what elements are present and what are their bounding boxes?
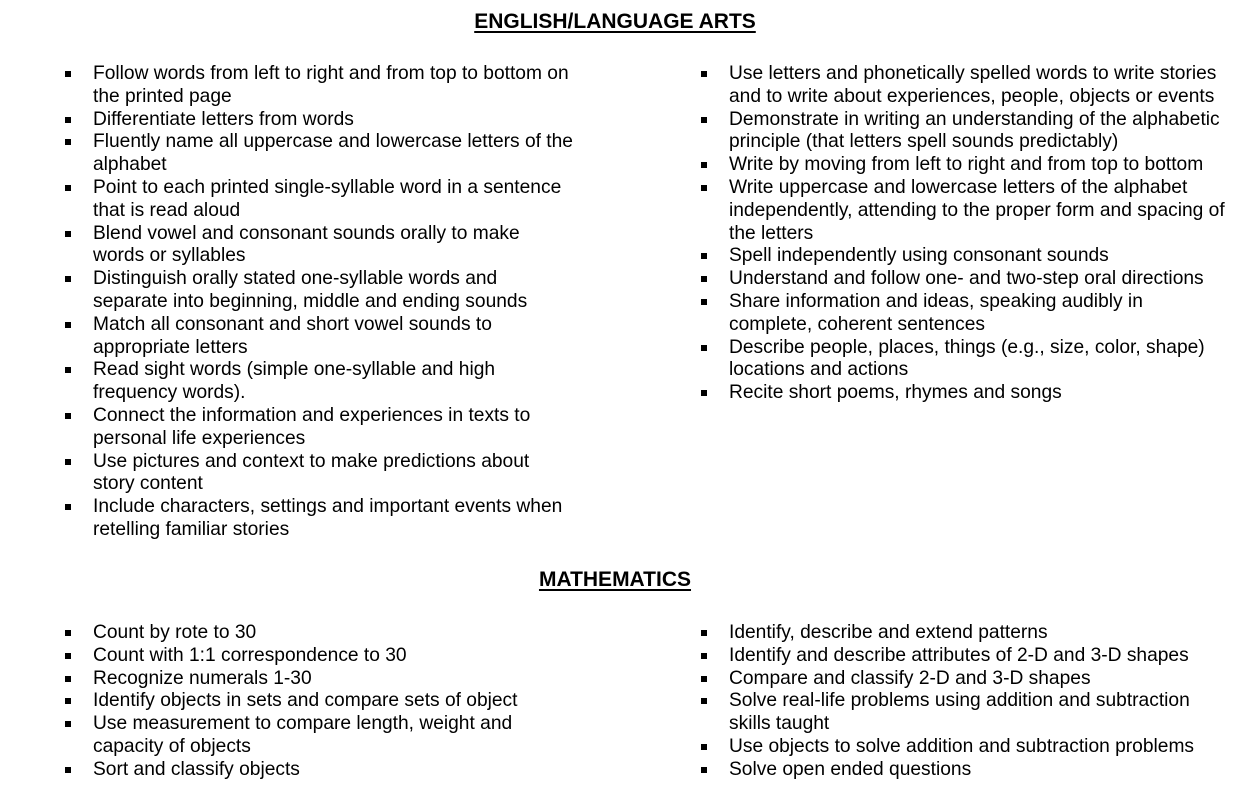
list-item: Identify, describe and extend patterns bbox=[729, 622, 1229, 645]
list-item: Share information and ideas, speaking audibly in complete, coherent sentences bbox=[729, 291, 1229, 337]
math-left-list bbox=[93, 622, 573, 782]
list-item: Read sight words (simple one-syllable and high frequency words). bbox=[93, 359, 573, 405]
list-item: Count by rote to 30 bbox=[93, 622, 573, 645]
list-item: Identify objects in sets and compare sets of object bbox=[93, 690, 573, 713]
list-item: Solve real-life problems using addition and subtraction skills taught bbox=[729, 690, 1229, 736]
list-item: Use letters and phonetically spelled words to write stories and to write about experiences, people, objects or events bbox=[729, 63, 1229, 109]
list-item: Point to each printed single-syllable word in a sentence that is read aloud bbox=[93, 177, 573, 223]
ela-left-list bbox=[93, 63, 573, 542]
list-item: Sort and classify objects bbox=[93, 759, 573, 782]
list-item: Count with 1:1 correspondence to 30 bbox=[93, 645, 573, 668]
list-item: Compare and classify 2-D and 3-D shapes bbox=[729, 668, 1229, 691]
list-item: Differentiate letters from words bbox=[93, 109, 573, 132]
list-item: Include characters, settings and important events when retelling familiar stories bbox=[93, 496, 573, 542]
list-item: Use objects to solve addition and subtraction problems bbox=[729, 736, 1229, 759]
list-item: Follow words from left to right and from top to bottom on the printed page bbox=[93, 63, 573, 109]
list-item: Solve open ended questions bbox=[729, 759, 1229, 782]
list-item: Demonstrate in writing an understanding of the alphabetic principle (that letters spell sounds predictably) bbox=[729, 109, 1229, 155]
list-item: Distinguish orally stated one-syllable words and separate into beginning, middle and ending sounds bbox=[93, 268, 573, 314]
list-item: Spell independently using consonant sounds bbox=[729, 245, 1229, 268]
list-item: Use measurement to compare length, weight and capacity of objects bbox=[93, 713, 573, 759]
list-item: Write by moving from left to right and from top to bottom bbox=[729, 154, 1229, 177]
list-item: Fluently name all uppercase and lowercase letters of the alphabet bbox=[93, 131, 573, 176]
list-item: Identify and describe attributes of 2-D and 3-D shapes bbox=[729, 645, 1229, 668]
list-item: Recite short poems, rhymes and songs bbox=[729, 382, 1229, 405]
list-item: Recognize numerals 1-30 bbox=[93, 668, 573, 691]
list-item: Connect the information and experiences in texts to personal life experiences bbox=[93, 405, 573, 451]
list-item: Write uppercase and lowercase letters of the alphabet independently, attending to the proper form and spacing of the letters bbox=[729, 177, 1229, 245]
list-item: Match all consonant and short vowel sounds to appropriate letters bbox=[93, 314, 573, 360]
list-item: Describe people, places, things (e.g., size, color, shape) locations and actions bbox=[729, 337, 1229, 383]
list-item: Use pictures and context to make predictions about story content bbox=[93, 451, 573, 497]
section-heading-math: MATHEMATICS bbox=[538, 568, 692, 591]
list-item: Understand and follow one- and two-step oral directions bbox=[729, 268, 1229, 291]
list-item: Blend vowel and consonant sounds orally to make words or syllables bbox=[93, 223, 573, 269]
math-right-list bbox=[729, 622, 1229, 782]
section-heading-ela: ENGLISH/LANGUAGE ARTS bbox=[474, 10, 756, 33]
ela-right-list bbox=[729, 63, 1229, 405]
